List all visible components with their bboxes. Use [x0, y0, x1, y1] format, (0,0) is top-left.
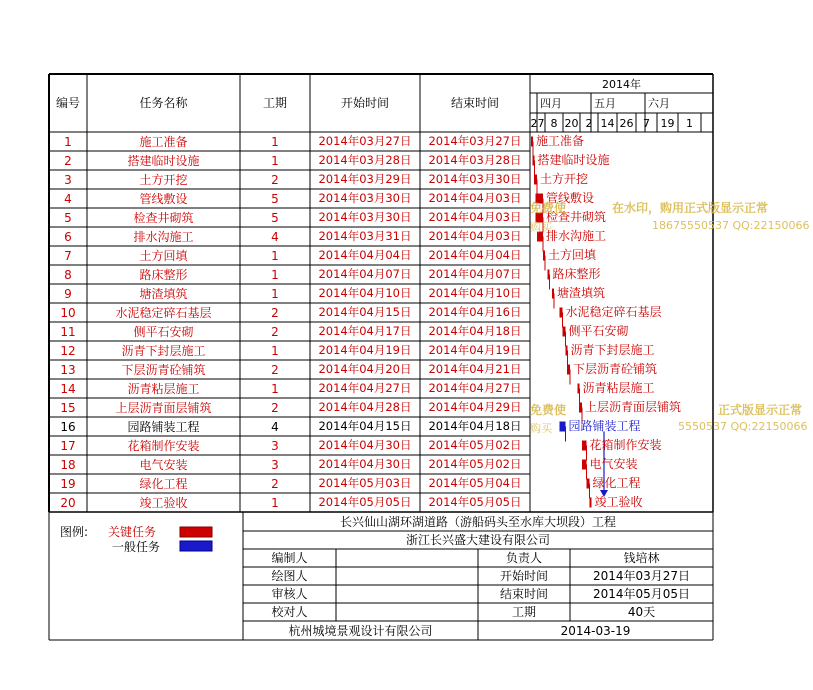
checker-label: 校对人 [271, 605, 308, 619]
header-start: 开始时间 [340, 96, 389, 110]
gantt-bar-label: 沥青粘层施工 [582, 380, 655, 395]
task-duration: 2 [271, 362, 279, 377]
gantt-bar-label: 沥青下封层施工 [570, 342, 655, 357]
task-id: 5 [64, 210, 72, 225]
watermark-text: 免费使 [530, 201, 567, 215]
task-start: 2014年04月30日 [318, 437, 412, 452]
timeline-day: 27 [530, 116, 545, 130]
gantt-bar-label: 搭建临时设施 [537, 152, 610, 167]
watermark-text: 在水印，购用正式版显示正常 [612, 201, 769, 215]
task-duration: 1 [271, 153, 279, 168]
gantt-bar-label: 水泥稳定碎石基层 [565, 304, 662, 319]
task-id: 10 [60, 305, 76, 320]
task-end: 2014年04月21日 [428, 361, 522, 376]
gantt-bar [560, 422, 566, 432]
manager-label: 负责人 [505, 551, 542, 565]
gantt-bar-label: 电气安装 [589, 456, 638, 471]
task-duration: 4 [271, 419, 279, 434]
reviewer-value [336, 585, 478, 603]
designer-name: 杭州城境景观设计有限公司 [288, 623, 433, 638]
task-duration: 1 [271, 267, 279, 282]
task-start: 2014年03月28日 [318, 152, 412, 167]
drafter-label: 绘图人 [271, 569, 308, 583]
task-id: 9 [64, 286, 72, 301]
task-name: 搭建临时设施 [127, 153, 200, 168]
task-name: 土方回填 [139, 248, 188, 263]
task-id: 14 [60, 381, 76, 396]
timeline-day: 7 [643, 116, 650, 130]
end-value: 2014年05月05日 [592, 587, 691, 601]
legend-label: 图例: [60, 525, 89, 539]
task-id: 12 [60, 343, 76, 358]
task-start: 2014年04月10日 [318, 285, 412, 300]
task-id: 17 [60, 438, 76, 453]
task-id: 16 [60, 419, 76, 434]
timeline-day: 20 [564, 116, 579, 130]
task-start: 2014年04月28日 [318, 399, 412, 414]
gantt-bar [590, 498, 592, 508]
task-duration: 2 [271, 400, 279, 415]
task-duration: 4 [271, 229, 279, 244]
task-duration: 2 [271, 172, 279, 187]
task-name: 检查井砌筑 [133, 210, 194, 225]
task-end: 2014年04月18日 [428, 418, 522, 433]
task-start: 2014年04月19日 [318, 342, 412, 357]
watermark-text: 5550537 QQ:22150066 [678, 420, 808, 433]
task-name: 电气安装 [139, 457, 188, 472]
task-start: 2014年03月30日 [318, 209, 412, 224]
task-name: 水泥稳定碎石基层 [115, 305, 212, 320]
issue-date: 2014-03-19 [560, 623, 631, 638]
project-title: 长兴仙山湖环湖道路（游船码头至水库大坝段）工程 [339, 514, 616, 529]
gantt-bar-label: 土方开挖 [540, 171, 589, 186]
gantt-bar-label: 管线敷设 [546, 190, 595, 205]
task-id: 2 [64, 153, 72, 168]
watermark-text: 免费使 [530, 403, 567, 417]
task-start: 2014年03月29日 [318, 171, 412, 186]
task-start: 2014年04月27日 [318, 380, 412, 395]
header-end: 结束时间 [450, 96, 499, 110]
company-name: 浙江长兴盛大建设有限公司 [405, 533, 550, 547]
task-duration: 1 [271, 134, 279, 149]
task-end: 2014年03月28日 [428, 152, 522, 167]
task-name: 竣工验收 [139, 495, 188, 510]
watermark-text: 正式版显示正常 [718, 403, 803, 417]
task-end: 2014年03月30日 [428, 171, 522, 186]
checker-value [336, 603, 478, 621]
task-start: 2014年04月20日 [318, 361, 412, 376]
task-start: 2014年04月30日 [318, 456, 412, 471]
gantt-bar-label: 下层沥青砼铺筑 [573, 361, 658, 376]
task-id: 4 [64, 191, 72, 206]
timeline-day: 1 [686, 116, 693, 130]
task-start: 2014年04月07日 [318, 266, 412, 281]
header-duration: 工期 [262, 96, 287, 110]
gantt-bar-label: 侧平石安砌 [568, 323, 629, 338]
gantt-bar-label: 路床整形 [552, 266, 601, 281]
legend-normal-label: 一般任务 [112, 540, 161, 554]
gantt-bar-label: 塘渣填筑 [557, 285, 606, 300]
timeline-month: 四月 [540, 96, 562, 110]
task-name: 土方开挖 [139, 172, 188, 187]
timeline-day: 2 [585, 116, 593, 130]
task-end: 2014年05月02日 [428, 456, 522, 471]
gantt-bar [582, 460, 587, 470]
task-duration: 3 [271, 457, 279, 472]
task-end: 2014年04月18日 [428, 323, 522, 338]
task-end: 2014年04月03日 [428, 190, 522, 205]
task-duration: 3 [271, 438, 279, 453]
task-start: 2014年05月05日 [318, 494, 412, 509]
task-id: 1 [64, 134, 72, 149]
task-end: 2014年04月27日 [428, 380, 522, 395]
compiler-value [336, 549, 478, 567]
timeline-day: 14 [600, 116, 615, 130]
task-end: 2014年04月29日 [428, 399, 522, 414]
gantt-bar-label: 花箱制作安装 [589, 437, 662, 452]
task-duration: 1 [271, 381, 279, 396]
task-start: 2014年04月15日 [318, 304, 412, 319]
gantt-bar-label: 竣工验收 [594, 494, 643, 509]
task-name: 路床整形 [139, 267, 188, 282]
task-name: 排水沟施工 [133, 229, 194, 244]
task-name: 沥青粘层施工 [127, 381, 200, 396]
drafter-value [336, 567, 478, 585]
task-start: 2014年05月03日 [318, 475, 412, 490]
legend-critical-label: 关键任务 [108, 525, 157, 539]
legend-critical-swatch [180, 527, 212, 537]
task-name: 侧平石安砌 [133, 324, 194, 339]
task-name: 花箱制作安装 [127, 438, 200, 453]
gantt-bar-label: 排水沟施工 [546, 228, 607, 243]
task-duration: 1 [271, 343, 279, 358]
task-end: 2014年04月07日 [428, 266, 522, 281]
timeline-month: 六月 [648, 96, 670, 110]
task-start: 2014年04月04日 [318, 247, 412, 262]
timeline-year: 2014年 [602, 78, 641, 91]
task-end: 2014年04月03日 [428, 228, 522, 243]
task-end: 2014年03月27日 [428, 133, 522, 148]
task-id: 11 [60, 324, 76, 339]
timeline-day: 19 [660, 116, 675, 130]
task-duration: 2 [271, 324, 279, 339]
task-end: 2014年05月05日 [428, 494, 522, 509]
end-label: 结束时间 [499, 587, 548, 601]
task-duration: 1 [271, 286, 279, 301]
task-id: 3 [64, 172, 72, 187]
task-id: 6 [64, 229, 72, 244]
watermark-text: 购买 [530, 221, 552, 234]
timeline-day: 26 [619, 116, 634, 130]
gantt-bar-label: 绿化工程 [592, 475, 641, 490]
task-name: 绿化工程 [139, 476, 188, 491]
task-id: 19 [60, 476, 76, 491]
manager-value: 钱培林 [623, 551, 660, 565]
task-name: 上层沥青面层铺筑 [115, 400, 212, 415]
task-start: 2014年03月30日 [318, 190, 412, 205]
gantt-bar-label: 土方回填 [548, 247, 597, 262]
timeline-day: 8 [550, 116, 558, 130]
reviewer-label: 审核人 [271, 587, 308, 601]
task-start: 2014年03月27日 [318, 133, 412, 148]
watermark-text: 购买 [530, 422, 552, 435]
timeline-month: 五月 [594, 96, 616, 110]
task-duration: 1 [271, 495, 279, 510]
start-value: 2014年03月27日 [592, 569, 691, 583]
task-name: 施工准备 [139, 134, 188, 149]
task-end: 2014年04月04日 [428, 247, 522, 262]
gantt-bar-label: 施工准备 [536, 133, 585, 148]
task-duration: 2 [271, 476, 279, 491]
task-duration: 2 [271, 305, 279, 320]
legend-normal-swatch [180, 541, 212, 551]
compiler-label: 编制人 [271, 551, 308, 565]
task-duration: 5 [271, 191, 279, 206]
task-end: 2014年05月04日 [428, 475, 522, 490]
task-name: 塘渣填筑 [139, 286, 188, 301]
task-end: 2014年04月10日 [428, 285, 522, 300]
header-task-name: 任务名称 [139, 96, 188, 110]
task-start: 2014年03月31日 [318, 228, 412, 243]
task-id: 15 [60, 400, 76, 415]
gantt-bar-label: 上层沥青面层铺筑 [585, 399, 682, 414]
task-id: 20 [60, 495, 76, 510]
task-id: 13 [60, 362, 76, 377]
task-end: 2014年04月16日 [428, 304, 522, 319]
start-label: 开始时间 [499, 569, 548, 583]
duration-label: 工期 [511, 605, 536, 619]
task-end: 2014年04月03日 [428, 209, 522, 224]
watermark-text: 18675550537 QQ:22150066 [652, 219, 810, 232]
task-name: 下层沥青砼铺筑 [121, 362, 206, 377]
task-id: 18 [60, 457, 76, 472]
task-name: 园路铺装工程 [127, 419, 200, 434]
task-start: 2014年04月17日 [318, 323, 412, 338]
task-duration: 5 [271, 210, 279, 225]
task-name: 管线敷设 [139, 191, 188, 206]
gantt-bar [582, 441, 587, 451]
gantt-bar-label: 检查井砌筑 [546, 209, 607, 224]
task-id: 7 [64, 248, 72, 263]
duration-value: 40天 [627, 605, 656, 619]
task-start: 2014年04月15日 [318, 418, 412, 433]
gantt-bar-label: 园路铺装工程 [568, 418, 641, 433]
header-id: 编号 [55, 96, 80, 110]
task-end: 2014年04月19日 [428, 342, 522, 357]
task-duration: 1 [271, 248, 279, 263]
task-id: 8 [64, 267, 72, 282]
task-end: 2014年05月02日 [428, 437, 522, 452]
task-name: 沥青下封层施工 [121, 343, 206, 358]
